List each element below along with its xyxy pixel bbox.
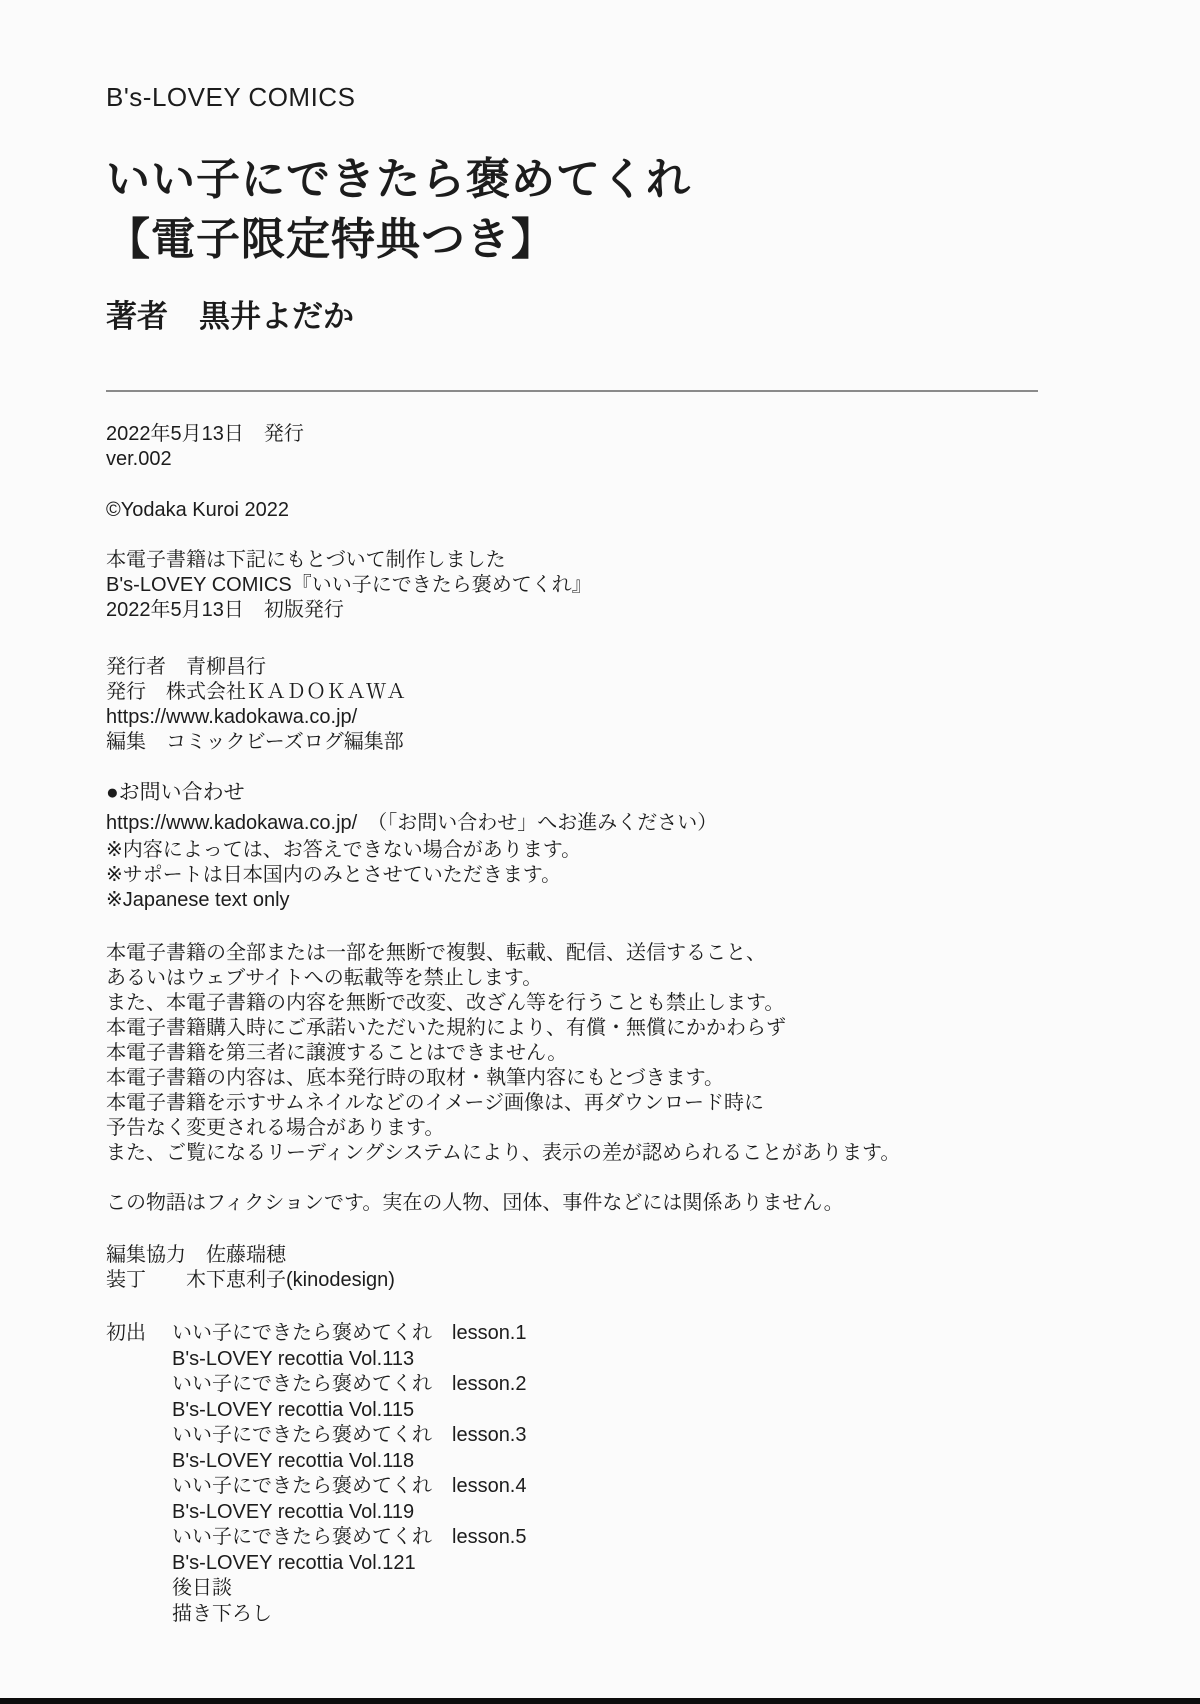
issuer-line: 発行者 青柳昌行 bbox=[106, 656, 266, 678]
legal-line: 本電子書籍の全部または一部を無断で複製、転載、配信、送信すること、 bbox=[106, 942, 766, 964]
page-bottom-edge bbox=[0, 1698, 1200, 1704]
contact-heading: ●お問い合わせ bbox=[106, 781, 245, 804]
source-note bbox=[106, 548, 1150, 623]
first-appearance-item: いい子にできたら褒めてくれ lesson.2 bbox=[172, 1373, 527, 1395]
copyright-line: ©Yodaka Kuroi 2022 bbox=[106, 499, 290, 521]
source-note-line: 本電子書籍は下記にもとづいて制作しました bbox=[106, 549, 506, 571]
design-credit-line: 装丁 木下恵利子(kinodesign) bbox=[106, 1269, 395, 1291]
first-appearance-item: いい子にできたら褒めてくれ lesson.3 bbox=[172, 1424, 527, 1446]
contact-note: ※サポートは日本国内のみとさせていただきます。 bbox=[106, 864, 562, 886]
book-title-line2: 【電子限定特典つき】 bbox=[106, 215, 556, 264]
version-line: ver.002 bbox=[106, 448, 172, 470]
legal-notice bbox=[106, 941, 1150, 1166]
legal-line: 本電子書籍の内容は、底本発行時の取材・執筆内容にもとづきます。 bbox=[106, 1067, 724, 1089]
legal-line: また、ご覧になるリーディングシステムにより、表示の差が認められることがあります。 bbox=[106, 1142, 901, 1164]
first-appearance-item: B's-LOVEY recottia Vol.113 bbox=[172, 1347, 415, 1370]
first-appearance-list bbox=[172, 1321, 527, 1627]
fiction-notice: この物語はフィクションです。実在の人物、団体、事件などには関係ありません。 bbox=[106, 1192, 844, 1214]
legal-line: 本電子書籍を示すサムネイルなどのイメージ画像は、再ダウンロード時に bbox=[106, 1092, 764, 1114]
first-appearance-section bbox=[106, 1321, 1150, 1627]
editing-line: 編集 コミックビーズログ編集部 bbox=[106, 731, 404, 753]
page-title bbox=[106, 150, 1150, 270]
contact-url-link[interactable]: https://www.kadokawa.co.jp/ （「お問い合わせ」へお進みください） bbox=[106, 812, 718, 834]
divider-rule bbox=[106, 390, 1038, 392]
legal-line: 本電子書籍を第三者に譲渡することはできません。 bbox=[106, 1042, 568, 1064]
legal-line: 予告なく変更される場合があります。 bbox=[106, 1117, 445, 1139]
first-appearance-item: B's-LOVEY recottia Vol.119 bbox=[172, 1500, 415, 1523]
first-appearance-item: 描き下ろし bbox=[172, 1602, 272, 1625]
credits-section bbox=[106, 1243, 1150, 1293]
first-appearance-item: いい子にできたら褒めてくれ lesson.1 bbox=[172, 1322, 527, 1344]
editing-support-line: 編集協力 佐藤瑞穂 bbox=[106, 1244, 286, 1266]
publisher-company-line: 発行 株式会社ＫＡＤＯＫＡＷＡ bbox=[106, 681, 406, 703]
source-note-line: B's-LOVEY COMICS『いい子にできたら褒めてくれ』 bbox=[106, 574, 592, 596]
first-appearance-item: 後日談 bbox=[172, 1577, 232, 1599]
first-appearance-item: B's-LOVEY recottia Vol.121 bbox=[172, 1551, 416, 1574]
contact-note: ※内容によっては、お答えできない場合があります。 bbox=[106, 839, 582, 861]
first-appearance-item: B's-LOVEY recottia Vol.118 bbox=[172, 1449, 415, 1472]
book-title-line1: いい子にできたら褒めてくれ bbox=[106, 155, 691, 204]
contact-section bbox=[106, 778, 1150, 913]
edition-info bbox=[106, 422, 1150, 472]
first-appearance-label: 初出 bbox=[106, 1322, 146, 1344]
legal-line: あるいはウェブサイトへの転載等を禁止します。 bbox=[106, 967, 543, 989]
first-appearance-item: いい子にできたら褒めてくれ lesson.5 bbox=[172, 1526, 527, 1548]
source-note-line: 2022年5月13日 初版発行 bbox=[106, 599, 344, 621]
legal-line: 本電子書籍購入時にご承諾いただいた規約により、有償・無償にかかわらず bbox=[106, 1017, 786, 1039]
author-line: 著者 黒井よだか bbox=[106, 299, 354, 334]
contact-note: ※Japanese text only bbox=[106, 889, 290, 911]
first-appearance-item: いい子にできたら褒めてくれ lesson.4 bbox=[172, 1475, 527, 1497]
issue-date-line: 2022年5月13日 発行 bbox=[106, 423, 304, 445]
imprint-label: B's-LOVEY COMICS bbox=[106, 82, 356, 112]
first-appearance-item: B's-LOVEY recottia Vol.115 bbox=[172, 1398, 415, 1421]
kadokawa-url-link[interactable]: https://www.kadokawa.co.jp/ bbox=[106, 706, 358, 728]
publisher-info bbox=[106, 655, 1150, 755]
legal-line: また、本電子書籍の内容を無断で改変、改ざん等を行うことも禁止します。 bbox=[106, 992, 785, 1014]
